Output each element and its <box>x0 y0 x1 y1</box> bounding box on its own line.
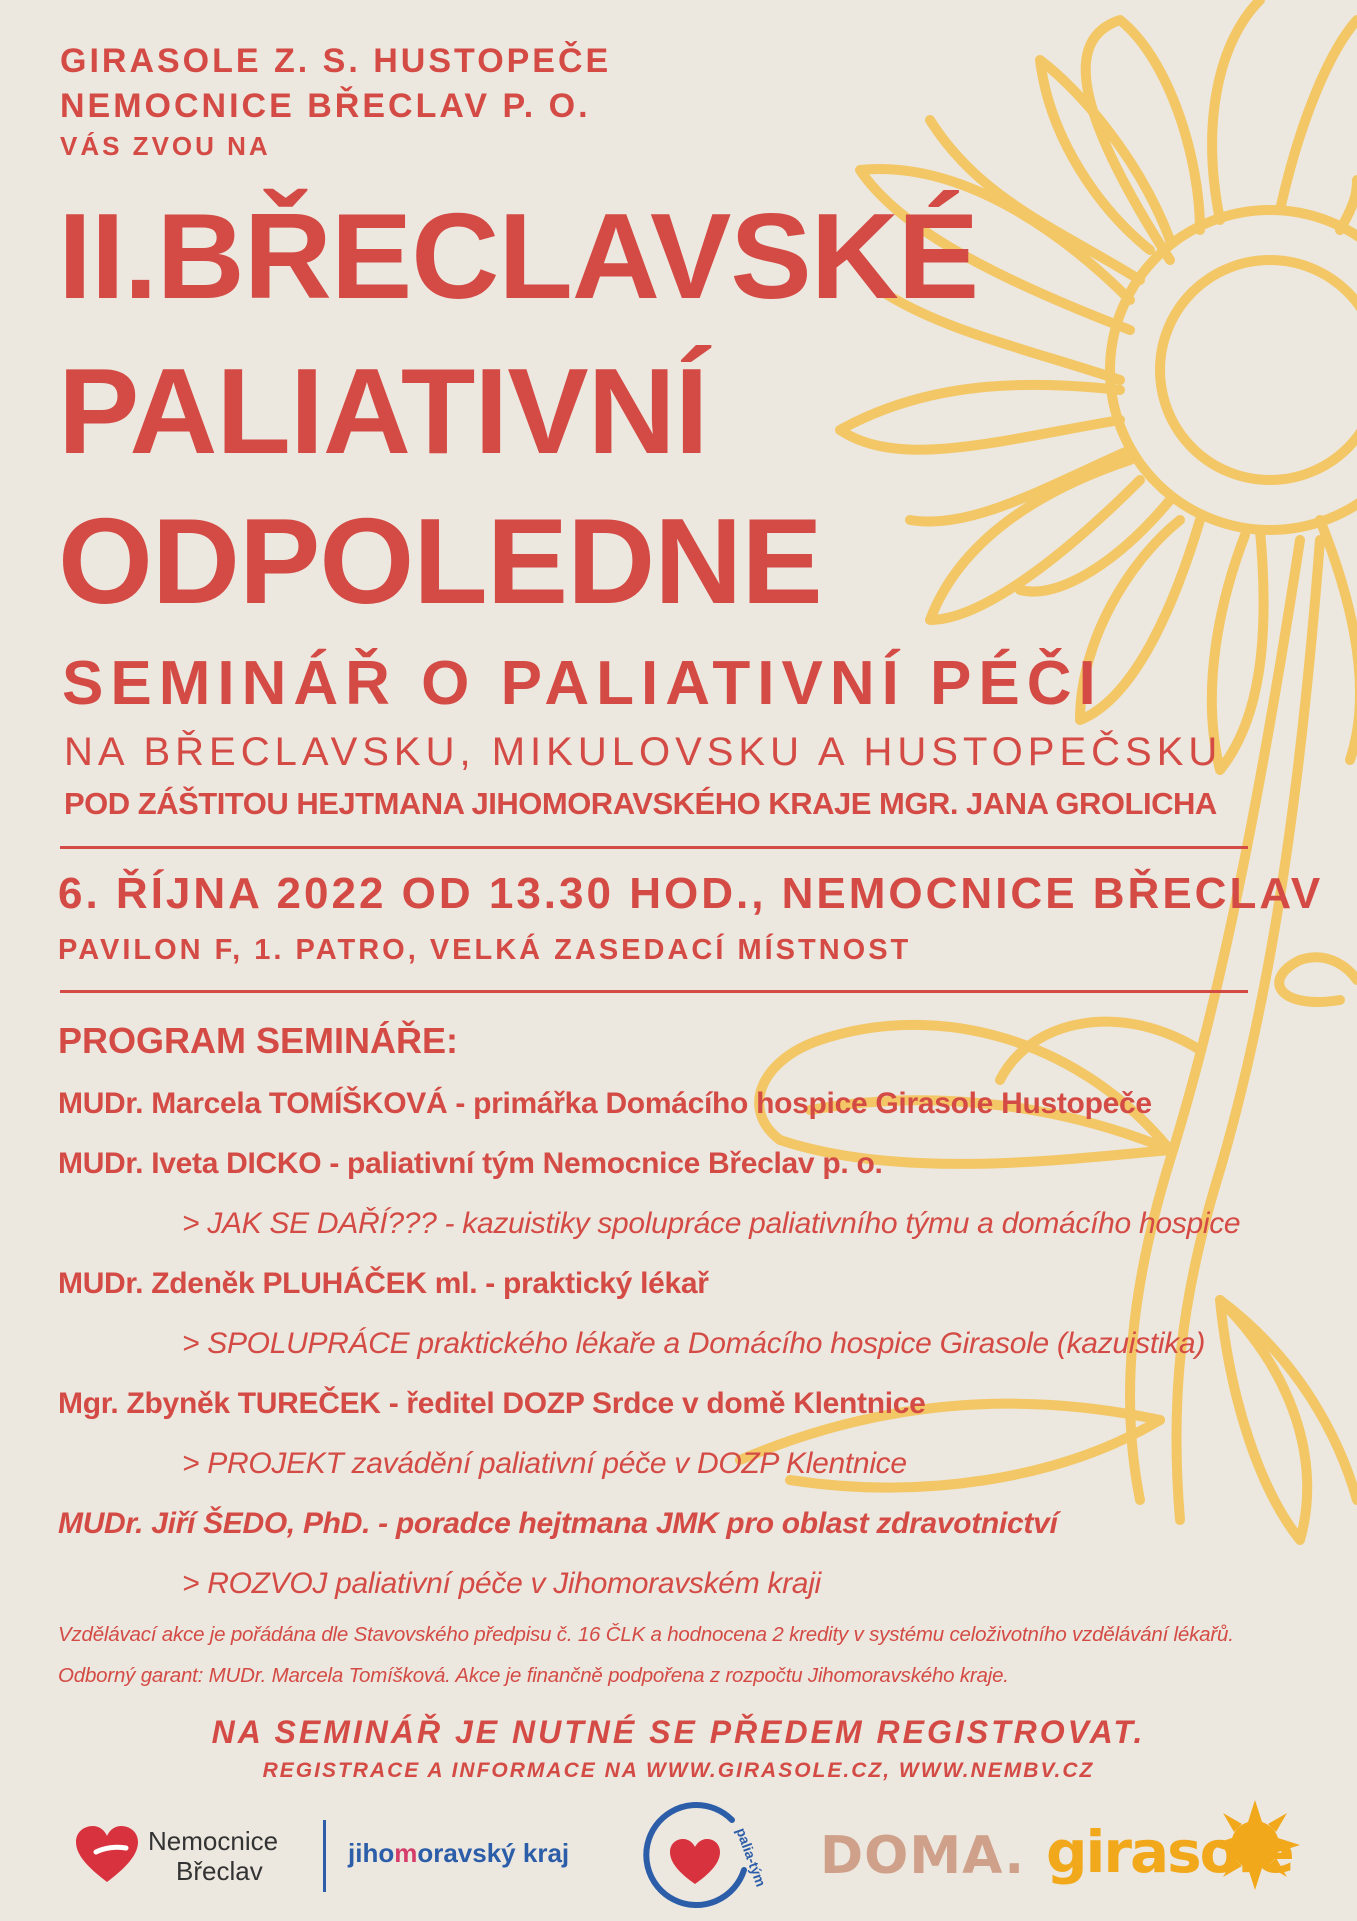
program-talk-5: > ROZVOJ paliativní péče v Jihomoravském kraji <box>182 1567 821 1600</box>
patronage-text: POD ZÁŠTITOU HEJTMANA JIHOMORAVSKÉHO KRAJE MGR. JANA GROLICHA <box>64 786 1217 821</box>
girasole-logo-text: girasole <box>1046 1818 1293 1886</box>
logo-separator <box>323 1820 326 1892</box>
program-talk-3: > SPOLUPRÁCE praktického lékaře a Domácího hospice Girasole (kazuistika) <box>182 1327 1206 1360</box>
program-speaker-5: MUDr. Jiří ŠEDO, PhD. - poradce hejtmana JMK pro oblast zdravotnictví <box>58 1507 1058 1540</box>
program-speaker-2: MUDr. Iveta DICKO - paliativní tým Nemocnice Břeclav p. o. <box>58 1147 883 1180</box>
divider-bottom <box>60 990 1248 993</box>
invitation-text: VÁS ZVOU NA <box>60 131 271 161</box>
program-speaker-1: MUDr. Marcela TOMÍŠKOVÁ - primářka Domácího hospice Girasole Hustopeče <box>58 1087 1152 1120</box>
title-line-1: II.BŘECLAVSKÉ <box>58 188 979 324</box>
doma-logo: DOMA. <box>820 1826 1026 1886</box>
jmk-logo <box>348 1838 569 1869</box>
region-text: NA BŘECLAVSKU, MIKULOVSKU A HUSTOPEČSKU <box>64 730 1223 774</box>
program-speaker-4: Mgr. Zbyněk TUREČEK - ředitel DOZP Srdce v domě Klentnice <box>58 1387 926 1420</box>
registration-notice: NA SEMINÁŘ JE NUTNÉ SE PŘEDEM REGISTROVAT. <box>211 1714 1146 1750</box>
jmk-logo-part-2: m <box>394 1838 418 1868</box>
nemocnice-logo-line-2: Břeclav <box>176 1856 263 1886</box>
jmk-logo-part-3: oravský kraj <box>417 1838 570 1868</box>
program-speaker-3: MUDr. Zdeněk PLUHÁČEK ml. - praktický lékař <box>58 1267 709 1300</box>
palia-tym-logo <box>640 1800 770 1916</box>
program-talk-4: > PROJEKT zavádění paliativní péče v DOZP Klentnice <box>182 1447 907 1480</box>
credits-note: Vzdělávací akce je pořádána dle Stavovského předpisu č. 16 ČLK a hodnocena 2 kredity v systému celoživotního vzdělávání lékařů. <box>58 1623 1234 1646</box>
divider-top <box>60 846 1248 849</box>
program-talk-2: > JAK SE DAŘÍ??? - kazuistiky spolupráce paliativního týmu a domácího hospice <box>182 1207 1241 1240</box>
guarantor-note: Odborný garant: MUDr. Marcela Tomíšková. Akce je finančně podpořena z rozpočtu Jihomoravského kraje. <box>58 1664 1009 1687</box>
subtitle: SEMINÁŘ O PALIATIVNÍ PÉČI <box>62 649 1103 718</box>
organizer-nemocnice: NEMOCNICE BŘECLAV P. O. <box>60 87 591 125</box>
nemocnice-logo-text <box>148 1826 278 1886</box>
event-date: 6. ŘÍJNA 2022 OD 13.30 HOD., NEMOCNICE BŘECLAV <box>58 869 1324 918</box>
palia-tym-text: palia-tým <box>733 1825 770 1889</box>
nemocnice-logo-line-1: Nemocnice <box>148 1826 279 1856</box>
title-line-2: PALIATIVNÍ <box>58 343 708 479</box>
jmk-logo-part-1: jiho <box>348 1838 395 1868</box>
event-venue: PAVILON F, 1. PATRO, VELKÁ ZASEDACÍ MÍSTNOST <box>58 934 912 966</box>
registration-links: REGISTRACE A INFORMACE NA WWW.GIRASOLE.CZ, WWW.NEMBV.CZ <box>262 1759 1095 1782</box>
nemocnice-heart-icon <box>76 1826 138 1884</box>
organizer-girasole: GIRASOLE Z. S. HUSTOPEČE <box>60 42 612 80</box>
program-heading: PROGRAM SEMINÁŘE: <box>58 1020 459 1061</box>
title-line-3: ODPOLEDNE <box>58 493 822 629</box>
